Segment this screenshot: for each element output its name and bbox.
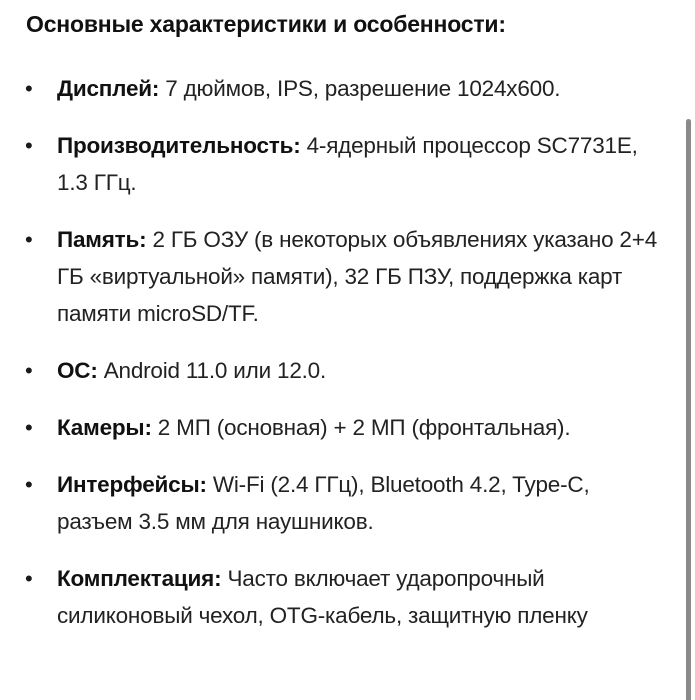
list-item-cameras — [0, 409, 680, 446]
item-text: Android 11.0 или 12.0. — [97, 358, 327, 383]
item-label: Производительность: — [57, 133, 301, 158]
item-text: 2 МП (основная) + 2 МП (фронтальная). — [151, 415, 571, 440]
item-label: Интерфейсы: — [57, 472, 207, 497]
item-text: Wi-Fi (2.4 ГГц), Bluetooth 4.2, Type-C, разъем 3.5 мм для наушников. — [57, 472, 590, 534]
bullet-icon: • — [25, 76, 33, 101]
section-heading: Основные характеристики и особенности: — [26, 11, 506, 37]
bullet-icon: • — [25, 133, 33, 158]
item-label: Дисплей: — [57, 76, 160, 101]
vertical-scrollbar[interactable] — [686, 119, 691, 700]
bullet-icon: • — [25, 227, 33, 252]
bullet-icon: • — [25, 472, 33, 497]
item-text: 2 ГБ ОЗУ (в некоторых объявлениях указано 2+4 ГБ «виртуальной» памяти), 32 ГБ ПЗУ, поддержка карт памяти microSD/TF. — [57, 227, 658, 326]
features-list — [0, 70, 680, 654]
item-label: Комплектация: — [57, 566, 222, 591]
item-text: Часто включает ударопрочный силиконовый чехол, OTG-кабель, защитную пленку — [57, 566, 588, 628]
item-label: Камеры: — [57, 415, 152, 440]
item-text: 4-ядерный процессор SC7731E, 1.3 ГГц. — [57, 133, 638, 195]
list-item-package — [0, 560, 680, 634]
item-label: Память: — [57, 227, 147, 252]
bullet-icon: • — [25, 358, 33, 383]
list-item-os — [0, 352, 680, 389]
list-item-performance — [0, 127, 680, 201]
bullet-icon: • — [25, 415, 33, 440]
list-item-memory — [0, 221, 680, 332]
list-item-display — [0, 70, 680, 107]
item-label: ОС: — [57, 358, 98, 383]
bullet-icon: • — [25, 566, 33, 591]
list-item-interfaces — [0, 466, 680, 540]
item-text: 7 дюймов, IPS, разрешение 1024x600. — [159, 76, 561, 101]
